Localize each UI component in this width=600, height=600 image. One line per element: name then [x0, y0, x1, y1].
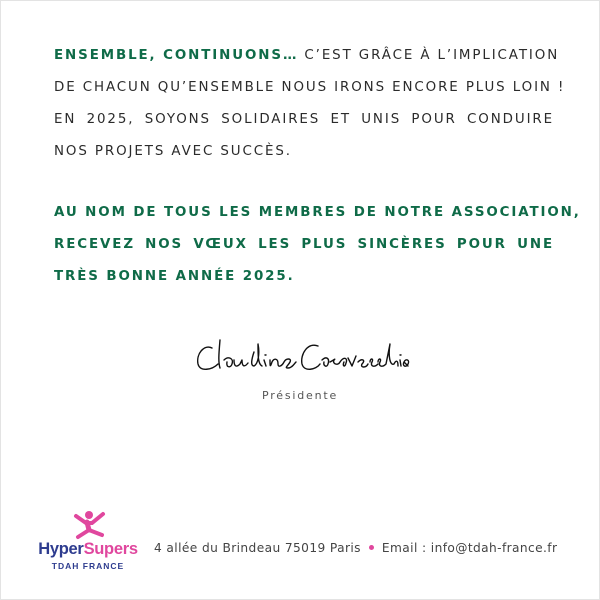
wishes-line: TRÈS BONNE ANNÉE 2025.: [54, 269, 295, 284]
signatory-role: Présidente: [261, 389, 339, 402]
paragraph-line: EN 2025, SOYONS SOLIDAIRES ET UNIS POUR CONDUIRE: [54, 112, 554, 127]
handwritten-signature: [190, 330, 410, 385]
message-paragraph: [54, 40, 566, 168]
wishes-line: AU NOM DE TOUS LES MEMBRES DE NOTRE ASSOCIATION,: [54, 205, 581, 220]
email-text: Email : info@tdah-france.fr: [381, 541, 558, 555]
jumping-figure-icon: [72, 510, 106, 540]
logo-word-hyper: Hyper: [38, 540, 84, 558]
address-text: 4 allée du Brindeau 75019 Paris: [154, 541, 361, 555]
logo-subtitle: TDAH FRANCE: [51, 561, 125, 571]
paragraph-line: NOS PROJETS AVEC SUCCÈS.: [54, 144, 292, 159]
lead-phrase: ENSEMBLE, CONTINUONS…: [54, 48, 299, 63]
paragraph-line: [54, 40, 560, 72]
wishes-line: RECEVEZ NOS VŒUX LES PLUS SINCÈRES POUR UNE: [54, 237, 554, 252]
separator-dot-icon: [369, 545, 374, 550]
lead-line-rest: C’EST GRÂCE À L’IMPLICATION: [298, 48, 560, 63]
wishes-paragraph: [54, 197, 581, 293]
logo-word-supers: Supers: [83, 540, 138, 558]
hypersupers-logo: [32, 510, 144, 576]
logo-wordmark: [32, 540, 144, 559]
contact-footer: [154, 541, 557, 555]
paragraph-line: DE CHACUN QU’ENSEMBLE NOUS IRONS ENCORE PLUS LOIN !: [54, 80, 566, 95]
